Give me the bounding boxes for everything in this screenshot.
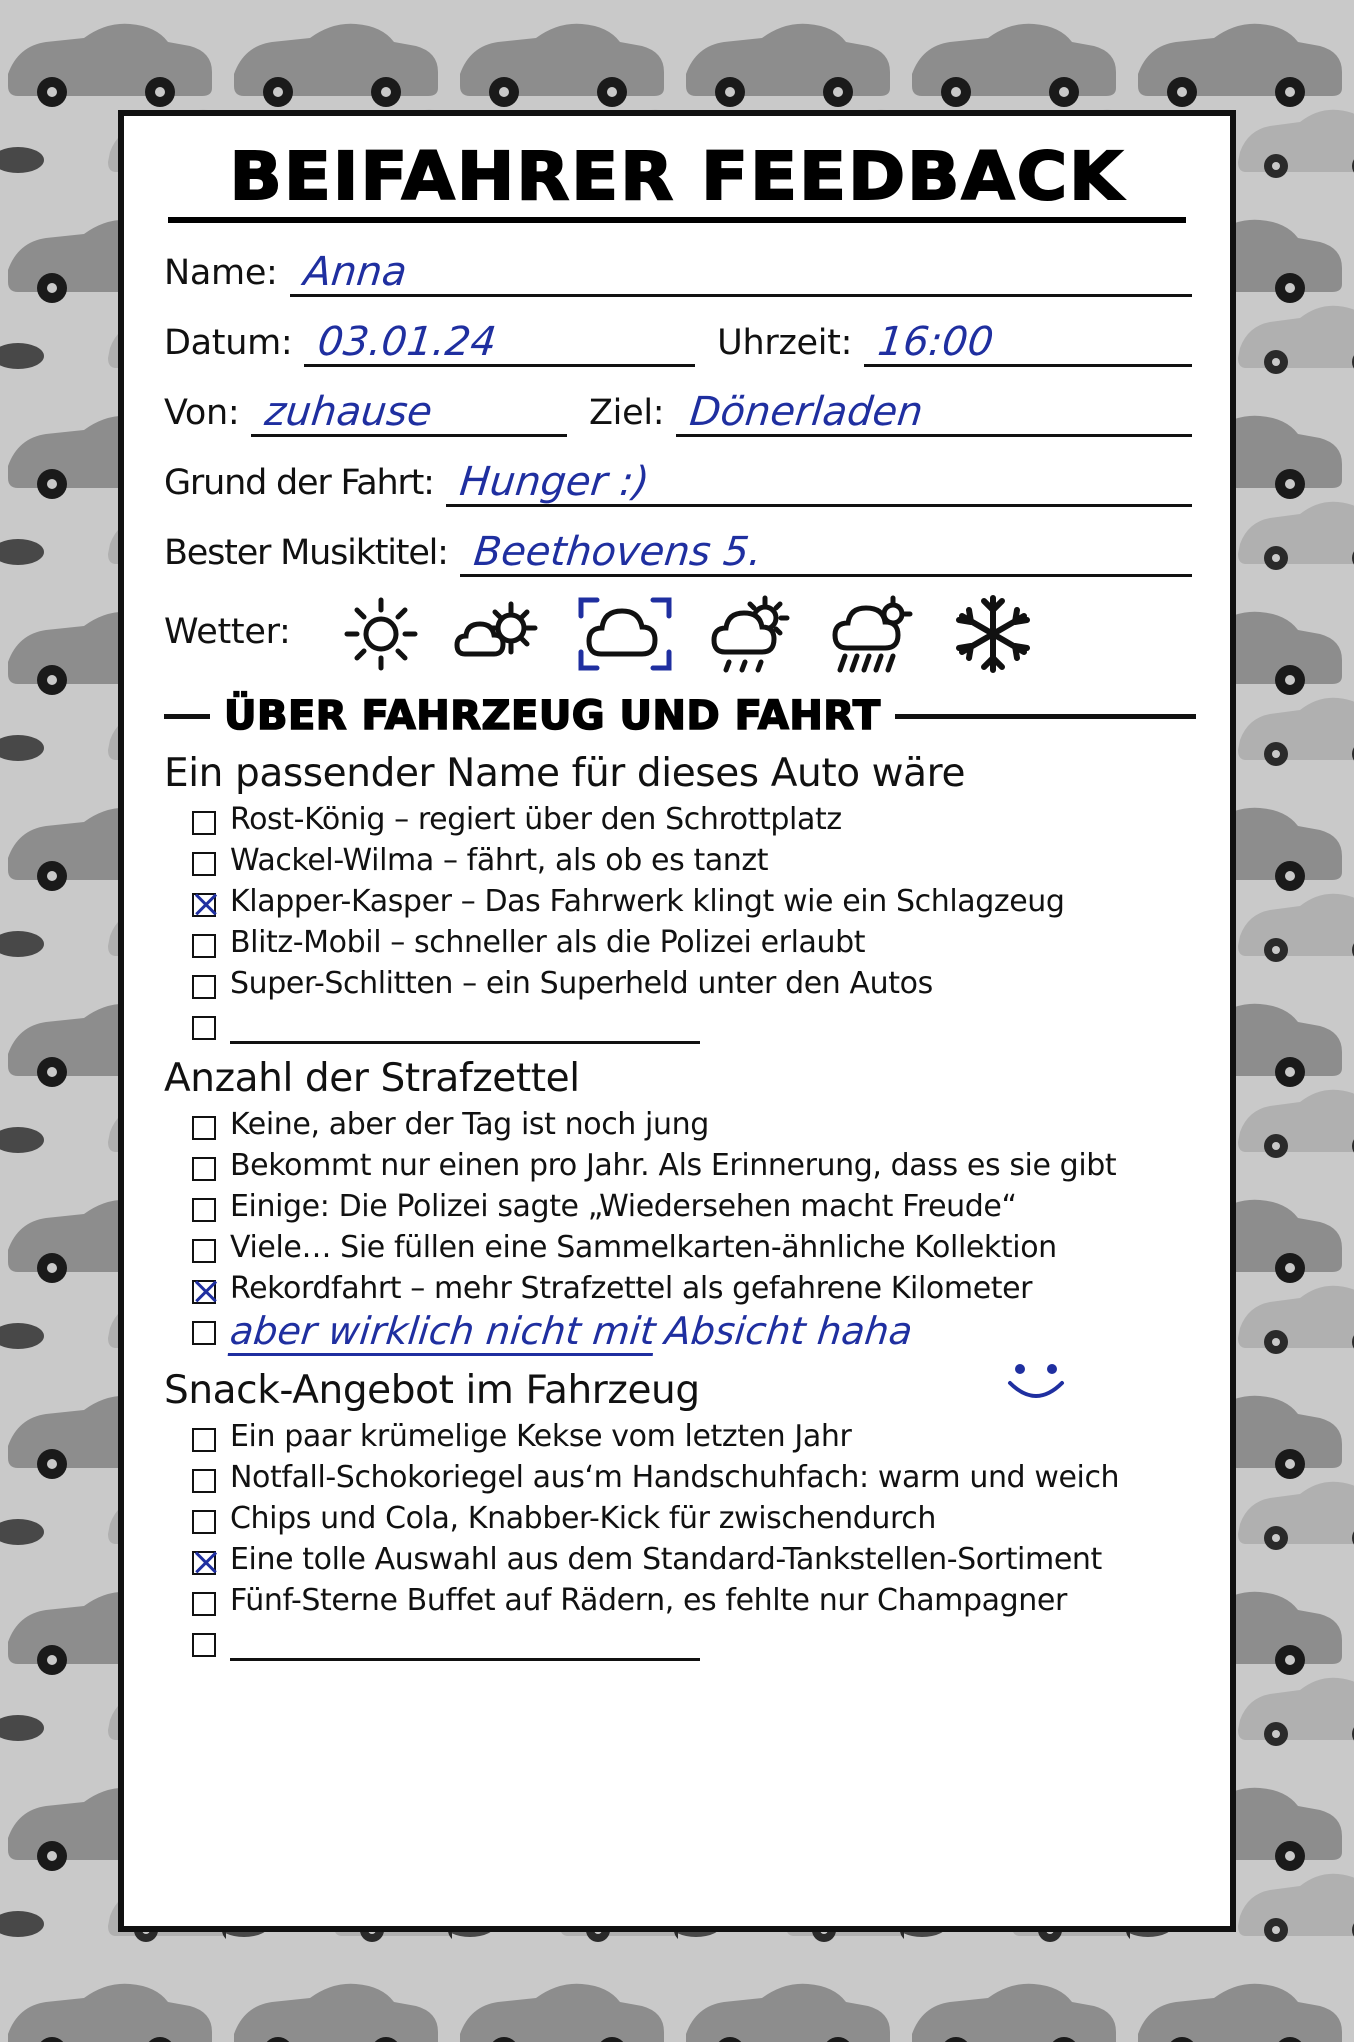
input-datum[interactable] bbox=[304, 319, 695, 367]
checkbox[interactable] bbox=[192, 934, 216, 958]
list-item[interactable] bbox=[192, 1271, 1196, 1307]
value-uhrzeit: 16:00 bbox=[875, 319, 996, 366]
weather-icon-group bbox=[339, 592, 1037, 676]
checkbox[interactable] bbox=[192, 1016, 216, 1040]
list-item-blank[interactable] bbox=[192, 1309, 1196, 1356]
value-musiktitel: Beethovens 5. bbox=[471, 529, 764, 576]
value-ziel: Dönerladen bbox=[687, 389, 926, 436]
checkbox[interactable] bbox=[192, 1239, 216, 1263]
label-wetter: Wetter: bbox=[164, 612, 291, 653]
section-rule-right bbox=[895, 714, 1196, 719]
write-in-value-tail: Absicht haha bbox=[662, 1309, 915, 1354]
title-divider bbox=[168, 217, 1186, 223]
sun-icon[interactable] bbox=[339, 592, 423, 676]
input-grund[interactable] bbox=[446, 459, 1192, 507]
label-von: Von: bbox=[164, 393, 240, 434]
checkbox[interactable] bbox=[192, 1633, 216, 1657]
field-row-datum-uhrzeit bbox=[164, 311, 1196, 367]
option-label: Eine tolle Auswahl aus dem Standard-Tankstellen-Sortiment bbox=[230, 1542, 1102, 1578]
field-row-grund bbox=[164, 451, 1196, 507]
option-label: Blitz-Mobil – schneller als die Polizei erlaubt bbox=[230, 925, 866, 961]
list-item-blank[interactable] bbox=[192, 1624, 1196, 1661]
label-name: Name: bbox=[164, 253, 278, 294]
cloud-icon[interactable] bbox=[575, 592, 675, 676]
section-header bbox=[164, 693, 1196, 739]
list-item[interactable] bbox=[192, 1501, 1196, 1537]
field-row-von-ziel bbox=[164, 381, 1196, 437]
write-in-value: aber wirklich nicht mit bbox=[228, 1312, 658, 1356]
input-uhrzeit[interactable] bbox=[864, 319, 1192, 367]
label-ziel: Ziel: bbox=[588, 393, 665, 434]
input-von[interactable] bbox=[251, 389, 567, 437]
input-ziel[interactable] bbox=[676, 389, 1192, 437]
list-item[interactable] bbox=[192, 1230, 1196, 1266]
checkbox[interactable] bbox=[192, 1116, 216, 1140]
checkbox-checked[interactable] bbox=[192, 1280, 216, 1304]
value-von: zuhause bbox=[263, 389, 435, 436]
list-item[interactable] bbox=[192, 925, 1196, 961]
cloud-sun-shower-icon[interactable] bbox=[705, 592, 797, 676]
checkbox[interactable] bbox=[192, 852, 216, 876]
value-name: Anna bbox=[301, 249, 409, 296]
option-label: Fünf-Sterne Buffet auf Rädern, es fehlte nur Champagner bbox=[230, 1583, 1067, 1619]
list-item[interactable] bbox=[192, 1189, 1196, 1225]
label-musiktitel: Bester Musiktitel: bbox=[164, 533, 448, 574]
write-in-line[interactable] bbox=[230, 1007, 700, 1044]
question-title: Snack-Angebot im Fahrzeug bbox=[164, 1368, 700, 1414]
input-musiktitel[interactable] bbox=[460, 529, 1192, 577]
label-grund: Grund der Fahrt: bbox=[164, 463, 434, 504]
question-block-snacks bbox=[158, 1368, 1196, 1661]
option-label: Einige: Die Polizei sagte „Wiedersehen macht Freude“ bbox=[230, 1189, 1017, 1225]
option-label: Super-Schlitten – ein Superheld unter den Autos bbox=[230, 966, 933, 1002]
rain-cloud-icon[interactable] bbox=[827, 592, 919, 676]
checkbox[interactable] bbox=[192, 811, 216, 835]
checkbox-checked[interactable] bbox=[192, 893, 216, 917]
option-label: Viele… Sie füllen eine Sammelkarten-ähnliche Kollektion bbox=[230, 1230, 1057, 1266]
checkbox[interactable] bbox=[192, 1469, 216, 1493]
input-name[interactable] bbox=[290, 249, 1192, 297]
value-grund: Hunger :) bbox=[457, 459, 652, 506]
list-item[interactable] bbox=[192, 1583, 1196, 1619]
checkbox-checked[interactable] bbox=[192, 1551, 216, 1575]
checkbox[interactable] bbox=[192, 1321, 216, 1345]
write-in-line[interactable] bbox=[230, 1624, 700, 1661]
checkbox[interactable] bbox=[192, 1157, 216, 1181]
sun-cloud-icon[interactable] bbox=[453, 592, 545, 676]
option-label: Ein paar krümelige Kekse vom letzten Jahr bbox=[230, 1419, 852, 1455]
checkbox[interactable] bbox=[192, 1428, 216, 1452]
question-title: Ein passender Name für dieses Auto wäre bbox=[164, 751, 966, 797]
checkbox[interactable] bbox=[192, 975, 216, 999]
list-item[interactable] bbox=[192, 843, 1196, 879]
label-datum: Datum: bbox=[164, 323, 293, 364]
list-item[interactable] bbox=[192, 1419, 1196, 1455]
list-item[interactable] bbox=[192, 1148, 1196, 1184]
checkbox[interactable] bbox=[192, 1510, 216, 1534]
page-title: BEIFAHRER FEEDBACK bbox=[229, 138, 1125, 215]
snowflake-icon[interactable] bbox=[949, 592, 1037, 676]
feedback-form-sheet bbox=[118, 110, 1236, 1932]
checkbox[interactable] bbox=[192, 1198, 216, 1222]
checkbox[interactable] bbox=[192, 1592, 216, 1616]
question-block-strafzettel bbox=[158, 1056, 1196, 1356]
list-item[interactable] bbox=[192, 1107, 1196, 1143]
field-row-musiktitel bbox=[164, 521, 1196, 577]
question-block-auto-name bbox=[158, 751, 1196, 1044]
list-item[interactable] bbox=[192, 802, 1196, 838]
field-row-wetter bbox=[164, 591, 1196, 677]
option-label: Notfall-Schokoriegel aus‘m Handschuhfach: warm und weich bbox=[230, 1460, 1120, 1496]
list-item[interactable] bbox=[192, 966, 1196, 1002]
section-title: ÜBER FAHRZEUG UND FAHRT bbox=[224, 693, 881, 740]
option-label: Chips und Cola, Knabber-Kick für zwischendurch bbox=[230, 1501, 936, 1537]
list-item[interactable] bbox=[192, 884, 1196, 920]
list-item[interactable] bbox=[192, 1460, 1196, 1496]
option-label: Wackel-Wilma – fährt, als ob es tanzt bbox=[230, 843, 769, 879]
question-title: Anzahl der Strafzettel bbox=[164, 1056, 580, 1102]
option-label: Rekordfahrt – mehr Strafzettel als gefahrene Kilometer bbox=[230, 1271, 1033, 1307]
section-rule-left bbox=[164, 714, 210, 719]
field-row-name bbox=[164, 241, 1196, 297]
option-label: Keine, aber der Tag ist noch jung bbox=[230, 1107, 709, 1143]
label-uhrzeit: Uhrzeit: bbox=[717, 323, 853, 364]
list-item[interactable] bbox=[192, 1542, 1196, 1578]
list-item-blank[interactable] bbox=[192, 1007, 1196, 1044]
value-datum: 03.01.24 bbox=[315, 319, 499, 366]
option-label: Rost-König – regiert über den Schrottplatz bbox=[230, 802, 842, 838]
option-label: Klapper-Kasper – Das Fahrwerk klingt wie ein Schlagzeug bbox=[230, 884, 1065, 920]
option-label: Bekommt nur einen pro Jahr. Als Erinnerung, dass es sie gibt bbox=[230, 1148, 1117, 1184]
